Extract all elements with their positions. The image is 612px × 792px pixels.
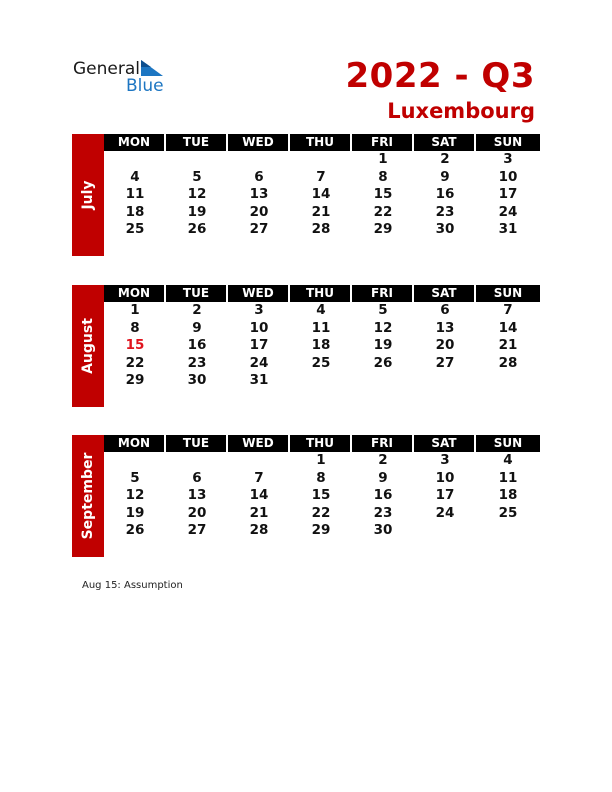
week-row [104,487,540,505]
day-cell: 30 [435,221,455,237]
day-cell: 2 [192,302,202,318]
week-row [104,337,540,355]
day-cell: 23 [435,203,455,220]
day-cell: 6 [254,168,264,185]
logo [73,59,173,95]
day-cell: 12 [125,487,145,503]
day-cell: 19 [187,203,207,220]
day-cell: 19 [125,504,145,521]
week-row [104,151,540,169]
weekday-header-row [104,134,540,151]
week-row [104,320,540,338]
day-cell: 13 [435,319,455,336]
day-cell: 14 [249,487,269,503]
day-cell: 31 [249,372,269,388]
week-row [104,372,540,390]
day-cell: 26 [373,354,393,371]
day-cell: 1 [316,452,326,468]
weekday-header: FRI [352,134,412,151]
day-cell: 25 [311,354,331,371]
week-row [104,452,540,470]
day-cell: 7 [503,302,513,318]
week-row [104,302,540,320]
day-cell: 26 [125,522,145,538]
month-label-bar [72,435,104,557]
month-grid [104,435,540,540]
day-cell: 3 [254,302,264,318]
weekday-header: TUE [166,285,226,302]
day-cell: 1 [378,151,388,167]
day-cell: 9 [192,319,202,336]
weekday-header: MON [104,134,164,151]
day-cell: 18 [311,337,331,353]
month-grid [104,134,540,239]
day-cell: 31 [498,221,518,237]
day-cell: 22 [125,354,145,371]
day-cell: 8 [130,319,140,336]
month-name: August [80,318,96,374]
day-cell: 16 [373,487,393,503]
day-cell: 15 [311,487,331,503]
month-name: July [80,180,96,210]
day-cell [414,372,476,390]
day-cell: 25 [125,221,145,237]
weekday-header-row [104,435,540,452]
weekday-header: TUE [166,134,226,151]
day-cell: 16 [187,337,207,353]
day-cell: 24 [498,203,518,220]
week-row [104,204,540,222]
weekday-header: SAT [414,285,474,302]
day-cell: 9 [440,168,450,185]
day-cell: 23 [187,354,207,371]
day-cell: 27 [249,221,269,237]
weekday-header-row [104,285,540,302]
day-cell: 3 [503,151,513,167]
day-cell: 7 [254,469,264,486]
day-cell: 27 [187,522,207,538]
day-cell: 4 [316,302,326,318]
day-cell: 26 [187,221,207,237]
weekday-header: FRI [352,435,412,452]
day-cell: 6 [440,302,450,318]
day-cell: 11 [125,186,145,202]
day-cell: 22 [311,504,331,521]
month-block-july [72,134,540,256]
logo-text-general: General [73,59,140,79]
day-cell [104,151,166,169]
week-row [104,186,540,204]
week-row [104,505,540,523]
weekday-header: SUN [476,435,540,452]
day-cell: 29 [125,372,145,388]
month-block-september [72,435,540,557]
day-cell: 20 [249,203,269,220]
holiday-note: Aug 15: Assumption [82,580,183,591]
weekday-header: MON [104,285,164,302]
day-cell: 22 [373,203,393,220]
day-cell: 14 [311,186,331,202]
day-cell: 4 [130,168,140,185]
day-cell: 25 [498,504,518,521]
day-cell: 24 [435,504,455,521]
weekday-header: THU [290,285,350,302]
weekday-header: SAT [414,435,474,452]
day-cell [228,151,290,169]
page-title: 2022 - Q3 [345,56,535,96]
weekday-header: THU [290,134,350,151]
day-cell: 30 [187,372,207,388]
day-cell: 15 [373,186,393,202]
day-cell: 10 [435,469,455,486]
day-cell: 15 [125,337,145,353]
day-cell: 20 [435,337,455,353]
day-cell: 2 [378,452,388,468]
weekday-header: SUN [476,285,540,302]
day-cell: 21 [311,203,331,220]
month-name: September [80,452,96,540]
day-cell [104,452,166,470]
day-cell [228,452,290,470]
day-cell [476,372,540,390]
weekday-header: WED [228,435,288,452]
day-cell: 3 [440,452,450,468]
week-row [104,522,540,540]
day-cell: 24 [249,354,269,371]
day-cell: 20 [187,504,207,521]
day-cell: 5 [378,302,388,318]
day-cell: 28 [498,354,518,371]
day-cell: 2 [440,151,450,167]
weekday-header: FRI [352,285,412,302]
day-cell: 5 [192,168,202,185]
day-cell: 11 [311,319,331,336]
day-cell: 8 [316,469,326,486]
week-row [104,169,540,187]
day-cell: 12 [187,186,207,202]
day-cell [166,452,228,470]
day-cell [166,151,228,169]
day-cell: 21 [249,504,269,521]
day-cell: 6 [192,469,202,486]
day-cell: 13 [249,186,269,202]
day-cell: 28 [249,522,269,538]
day-cell: 13 [187,487,207,503]
month-label-bar [72,134,104,256]
country-name: Luxembourg [387,99,535,123]
day-cell: 8 [378,168,388,185]
day-cell: 16 [435,186,455,202]
weekday-header: WED [228,285,288,302]
day-cell: 9 [378,469,388,486]
weekday-header: MON [104,435,164,452]
day-cell: 11 [498,469,518,486]
day-cell [290,372,352,390]
logo-flag-icon [141,60,163,76]
day-cell: 27 [435,354,455,371]
month-block-august [72,285,540,407]
week-row [104,355,540,373]
day-cell: 19 [373,337,393,353]
day-cell: 10 [249,319,269,336]
month-grid [104,285,540,390]
day-cell: 18 [498,487,518,503]
day-cell: 1 [130,302,140,318]
day-cell: 21 [498,337,518,353]
day-cell: 17 [435,487,455,503]
day-cell: 12 [373,319,393,336]
day-cell: 23 [373,504,393,521]
weekday-header: SAT [414,134,474,151]
day-cell: 5 [130,469,140,486]
day-cell [290,151,352,169]
weekday-header: THU [290,435,350,452]
day-cell: 29 [311,522,331,538]
day-cell [414,522,476,540]
day-cell: 10 [498,168,518,185]
logo-text-blue: Blue [126,76,164,96]
week-row [104,470,540,488]
week-row [104,221,540,239]
day-cell: 28 [311,221,331,237]
day-cell: 17 [249,337,269,353]
day-cell [352,372,414,390]
month-label-bar [72,285,104,407]
day-cell: 18 [125,203,145,220]
day-cell: 30 [373,522,393,538]
weekday-header: WED [228,134,288,151]
day-cell: 29 [373,221,393,237]
day-cell: 4 [503,452,513,468]
weekday-header: TUE [166,435,226,452]
weekday-header: SUN [476,134,540,151]
day-cell [476,522,540,540]
day-cell: 17 [498,186,518,202]
day-cell: 14 [498,319,518,336]
day-cell: 7 [316,168,326,185]
